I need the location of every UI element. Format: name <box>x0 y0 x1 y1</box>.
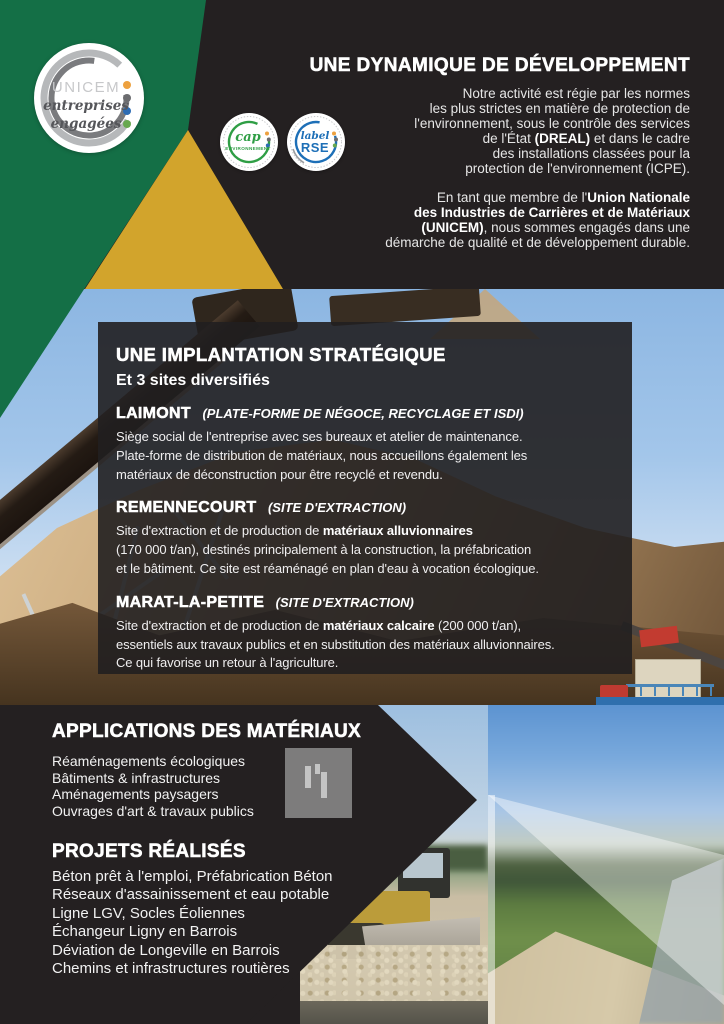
blue-barrier <box>596 697 724 705</box>
applications-list: Réaménagements écologiques Bâtiments & infrastructures Aménagements paysagers Ouvrages d'art & travaux publics <box>52 753 254 819</box>
site-marat-la-petite <box>116 594 622 673</box>
site-description: Site d'extraction et de production de matériaux alluvionnaires (170 000 t/an), destinés principalement à la construction, la préfabrication et le bâtiment. Ce site est réaménagé en plan d'eau à vocation écologique. <box>116 523 539 576</box>
unicem-line2: entreprises <box>43 98 129 114</box>
applications-title: APPLICATIONS DES MATÉRIAUX <box>52 721 361 742</box>
implantation-title: UNE IMPLANTATION STRATÉGIQUE <box>116 344 446 365</box>
rse-label-word: label <box>300 130 330 142</box>
site-type: (SITE D'EXTRACTION) <box>267 500 407 516</box>
intro-paragraph-2: En tant que membre de l'Union Nationale des Industries de Carrières et de Matériaux (UNICEM), nous sommes engagés dans une démarche de qualité et de développement durable. <box>385 190 690 250</box>
site-type: (SITE D'EXTRACTION) <box>275 594 414 610</box>
site-laimont <box>116 405 622 484</box>
projets-title: PROJETS RÉALISÉS <box>52 841 246 862</box>
unicem-line3: engagées <box>50 116 122 132</box>
site-name: REMENNECOURT <box>116 499 257 517</box>
site-remennecourt <box>116 499 622 578</box>
gray-dot-icon <box>267 138 271 142</box>
site-name: LAIMONT <box>116 405 191 422</box>
unicem-wordmark: UNICEM <box>51 79 121 96</box>
logo-bar-icon <box>321 772 327 798</box>
implantation-subtitle: Et 3 sites diversifiés <box>116 372 270 389</box>
cap-environnement-badge <box>220 113 278 171</box>
cap-word: cap <box>235 130 261 145</box>
intro-title: UNE DYNAMIQUE DE DÉVELOPPEMENT <box>309 55 690 76</box>
site-name: MARAT-LA-PETITE <box>116 593 265 611</box>
logo-bar-icon <box>315 764 320 774</box>
bottom-section <box>0 705 724 1024</box>
applications-logo-placeholder <box>285 748 352 818</box>
projets-list: Béton prêt à l'emploi, Préfabrication Béton Réseaux d'assainissement et eau potable Ligne LGV, Socles Éoliennes Échangeur Ligny en Barrois Déviation de Longeville en Barrois Chemins et infrastructures routières <box>52 868 333 978</box>
white-edge <box>488 795 495 1024</box>
site-description: Siège social de l'entreprise avec ses bureaux et atelier de maintenance. Plate-forme de distribution de matériaux, nous accueillons également les matériaux de déconstruction pour être recyclé et revendu. <box>116 429 528 482</box>
machine-railing <box>626 684 714 687</box>
unicem-entreprises-engagees-badge <box>34 43 144 153</box>
cap-caption: ENVIRONNEMENT <box>225 146 271 151</box>
intro-paragraph-1: Notre activité est régie par les normes les plus strictes en matière de protection de l'environnement, sous le contrôle des services de l'État (DREAL) et dans le cadre des installations classées pour la protection de l'environnement (ICPE). <box>414 86 690 176</box>
landscape-photo <box>488 705 724 1024</box>
orange-dot-icon <box>265 132 269 136</box>
site-description: Site d'extraction et de production de matériaux calcaire (200 000 t/an), essentiels aux travaux publics et en substitution des matériaux alluvionnaires. Ce qui favorise un retour à l'agriculture. <box>116 617 555 671</box>
implantation-box <box>98 322 632 674</box>
logo-bar-icon <box>305 766 311 788</box>
intro-section <box>290 55 690 250</box>
rse-word: RSE <box>300 140 330 155</box>
site-type: (PLATE-FORME DE NÉGOCE, RECYCLAGE ET ISDI) <box>202 406 524 421</box>
